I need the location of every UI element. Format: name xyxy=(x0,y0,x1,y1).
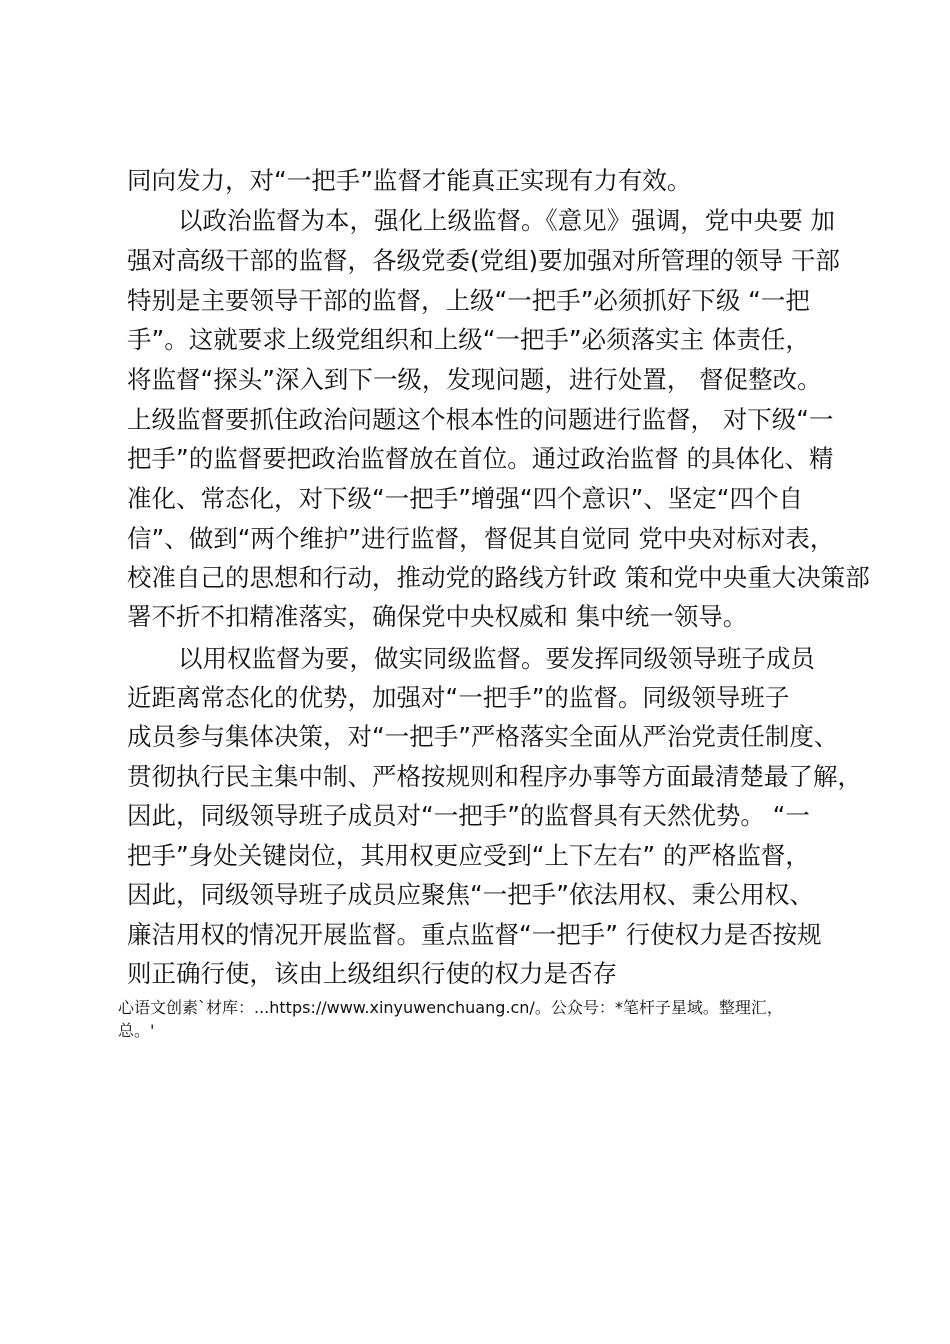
text-line: 同向发力，对“一把手”监督才能真正实现有力有效。 xyxy=(127,166,692,195)
text-line: 贯彻执行民主集中制、严格按规则和程序办事等方面最清楚最了解， xyxy=(127,762,862,791)
text-line: 手”。这就要求上级党组织和上级“一把手”必须落实主 体责任， xyxy=(127,325,810,354)
paragraph-first-line: 以用权监督为要，做实同级监督。要发挥同级领导班子成员 xyxy=(178,644,815,673)
text-line: 强对高级干部的监督，各级党委(党组)要加强对所管理的领导 干部 xyxy=(127,246,840,275)
text-line: 把手”的监督要把政治监督放在首位。通过政治监督 的具体化、精 xyxy=(127,444,834,473)
paragraph-first-line: 以政治监督为本，强化上级监督。《意见》强调，党中央要 加 xyxy=(178,206,836,235)
text-line: 上级监督要抓住政治问题这个根本性的问题进行监督， 对下级“一 xyxy=(127,405,834,434)
text-line: 信”、做到“两个维护”进行监督，督促其自觉同 党中央对标对表， xyxy=(127,524,835,553)
text-line: 准化、常态化，对下级“一把手”增强“四个意识”、坚定“四个自 xyxy=(127,484,803,513)
text-line: 特别是主要领导干部的监督，上级“一把手”必须抓好下级 “一把 xyxy=(127,286,810,315)
text-line: 校准自己的思想和行动，推动党的路线方针政 策和党中央重大决策部 xyxy=(127,563,870,592)
text-line: 近距离常态化的优势，加强对“一把手”的监督。同级领导班子 xyxy=(127,683,790,712)
source-note: 心语文创素`材库：...https://www.xinyuwenchuang.cn/。公众号：*笔杆子星域。整理汇， xyxy=(118,998,783,1017)
text-line: 把手”身处关键岗位，其用权更应受到“上下左右” 的严格监督， xyxy=(127,841,810,870)
text-line: 因此，同级领导班子成员对“一把手”的监督具有天然优势。 “一 xyxy=(127,801,810,830)
text-line: 将监督“探头”深入到下一级，发现问题，进行处置， 督促整改。 xyxy=(127,365,822,394)
text-line: 署不折不扣精准落实，确保党中央权威和 集中统一领导。 xyxy=(127,602,748,631)
text-line: 成员参与集体决策，对“一把手”严格落实全面从严治党责任制度、 xyxy=(127,722,839,751)
text-line: 则正确行使，该由上级组织行使的权力是否存 xyxy=(127,959,617,988)
source-note: 总。' xyxy=(118,1021,155,1040)
text-line: 因此，同级领导班子成员应聚焦“一把手”依法用权、秉公用权、 xyxy=(127,880,814,909)
text-line: 廉洁用权的情况开展监督。重点监督“一把手” 行使权力是否按规 xyxy=(127,920,822,949)
